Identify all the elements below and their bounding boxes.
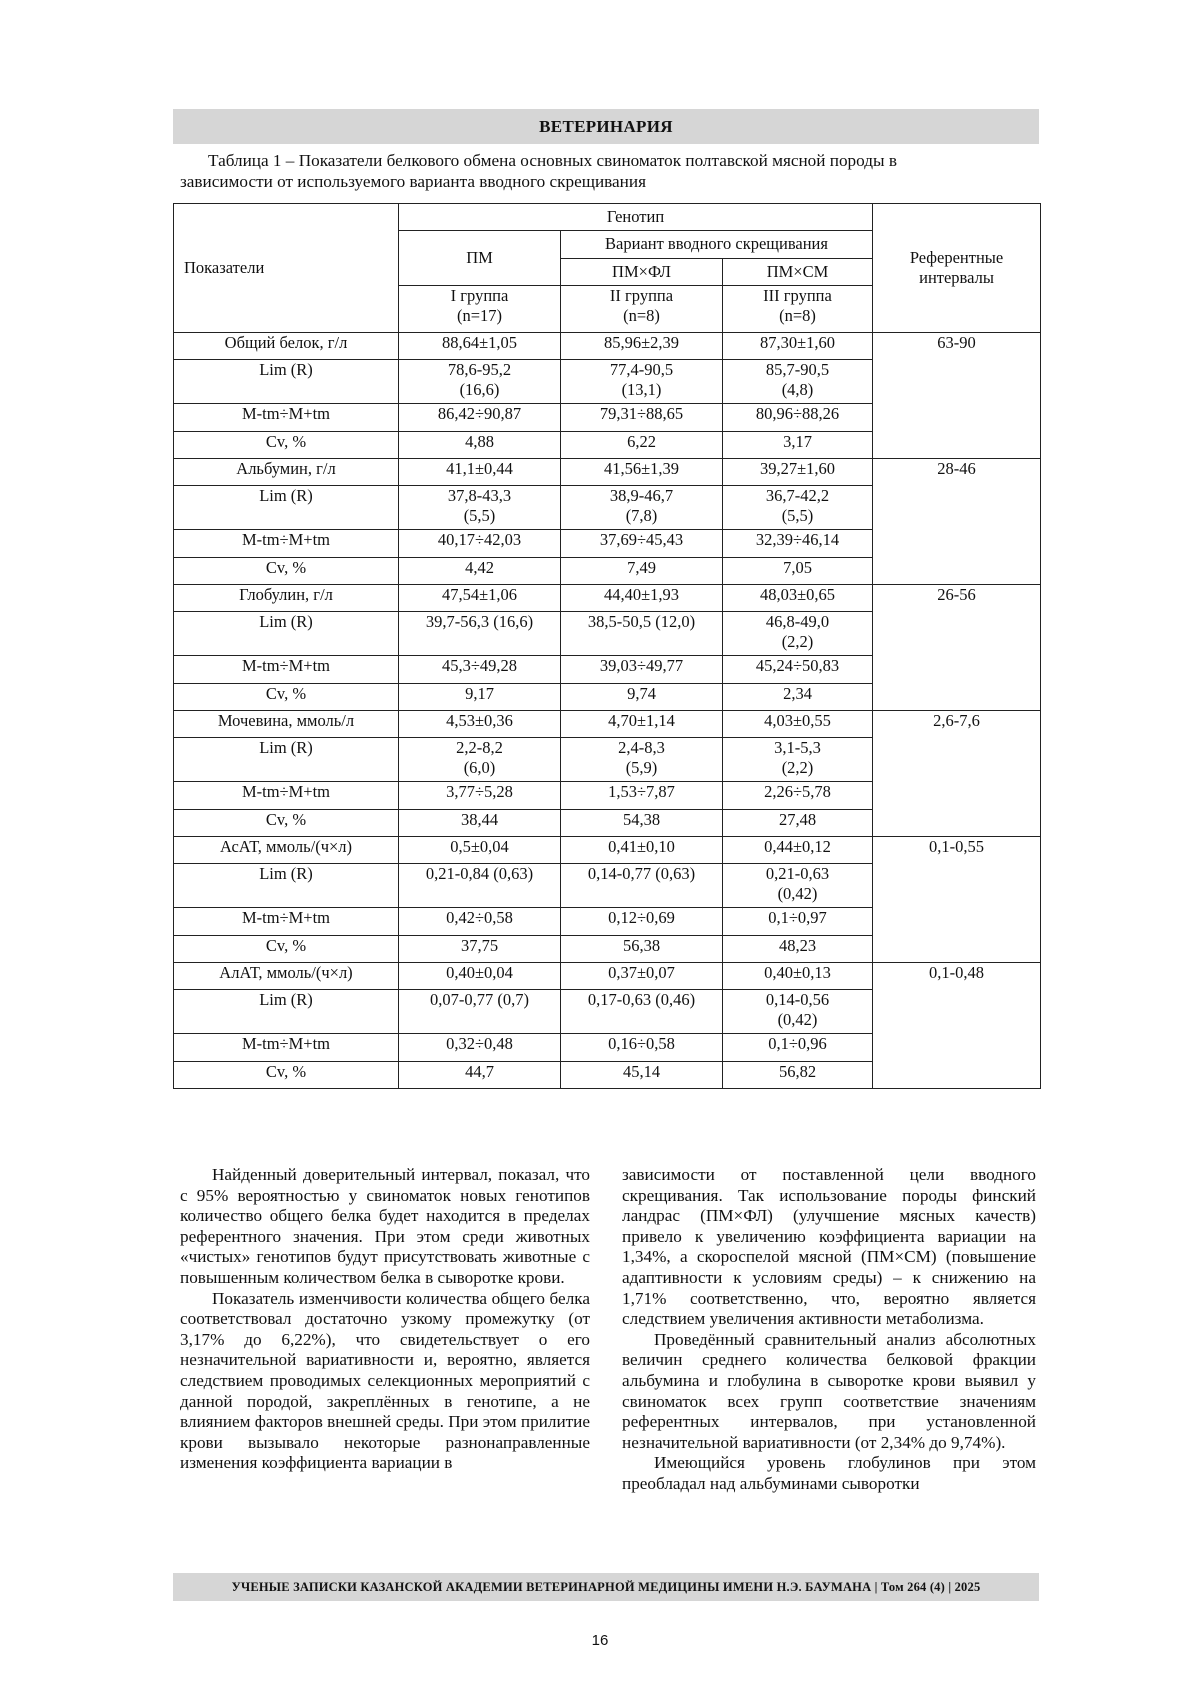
lim-value <box>561 738 723 782</box>
cv-value: 56,38 <box>561 936 723 963</box>
mtm-value: 79,31÷88,65 <box>561 404 723 432</box>
lim-value <box>561 486 723 530</box>
paragraph: Найденный доверительный интервал, показал, что с 95% вероятностью у свиноматок новых генотипов количество общего белка будет находится в пределах референтного значения. При этом среди животных «чистых» генотипов будут присутствовать животные с повышенным количеством белка в сыворотке крови. <box>180 1165 590 1287</box>
caption-line-1: Таблица 1 – Показатели белкового обмена основных свиноматок полтавской мясной породы в <box>208 151 897 170</box>
mtm-value: 0,1÷0,96 <box>723 1034 873 1062</box>
group-2-label: II группа <box>609 286 674 305</box>
mtm-value: 0,32÷0,48 <box>399 1034 561 1062</box>
protein-metabolism-table <box>173 203 1041 1089</box>
lim-range: 37,8-43,3 <box>447 486 512 505</box>
cv-value: 2,34 <box>723 684 873 711</box>
mtm-label: M-tm÷M+tm <box>174 1034 399 1062</box>
lim-range: 0,14-0,56 <box>765 990 830 1009</box>
header-group-1 <box>399 286 561 333</box>
lim-value <box>723 612 873 656</box>
table-row <box>174 333 1041 360</box>
lim-range: 0,21-0,84 (0,63) <box>425 864 534 883</box>
header-reference-text: Референтные интервалы <box>909 248 1004 287</box>
mean-value: 0,44±0,12 <box>723 837 873 864</box>
header-group-3 <box>723 286 873 333</box>
lim-span: (2,2) <box>781 632 814 651</box>
header-group-2 <box>561 286 723 333</box>
mtm-label: M-tm÷M+tm <box>174 404 399 432</box>
cv-value: 7,05 <box>723 558 873 585</box>
lim-span: (13,1) <box>621 380 662 399</box>
lim-range: 85,7-90,5 <box>765 360 830 379</box>
cv-label: Cv, % <box>174 810 399 837</box>
mean-value: 0,40±0,13 <box>723 963 873 990</box>
lim-range: 2,4-8,3 <box>618 738 665 757</box>
cv-label: Cv, % <box>174 432 399 459</box>
mtm-value: 86,42÷90,87 <box>399 404 561 432</box>
indicator-name: АсАТ, ммоль/(ч×л) <box>174 837 399 864</box>
lim-label: Lim (R) <box>174 486 399 530</box>
lim-label: Lim (R) <box>174 612 399 656</box>
lim-label: Lim (R) <box>174 360 399 404</box>
cv-value: 54,38 <box>561 810 723 837</box>
group-1-n: (n=17) <box>456 306 503 325</box>
lim-value <box>723 864 873 908</box>
paragraph: Проведённый сравнительный анализ абсолютных величин среднего количества белковой фракции альбумина и глобулина в сыворотке крови выявил у свиноматок всех групп соответствие значениям референтных интервалов, при установленной незначительной вариативности (от 2,34% до 9,74%). <box>622 1329 1036 1452</box>
journal-footer-text: УЧЕНЫЕ ЗАПИСКИ КАЗАНСКОЙ АКАДЕМИИ ВЕТЕРИНАРНОЙ МЕДИЦИНЫ ИМЕНИ Н.Э. БАУМАНА | Том 264 (4) | 2025 <box>231 1579 981 1594</box>
lim-value <box>561 990 723 1034</box>
cv-value: 4,42 <box>399 558 561 585</box>
lim-range: 46,8-49,0 <box>765 612 830 631</box>
lim-range: 36,7-42,2 <box>765 486 830 505</box>
reference-interval: 28-46 <box>873 459 1041 585</box>
header-variant: Вариант вводного скрещивания <box>561 231 873 259</box>
cv-value: 44,7 <box>399 1062 561 1089</box>
mtm-value: 0,16÷0,58 <box>561 1034 723 1062</box>
group-3-label: III группа <box>763 286 832 305</box>
mean-value: 0,37±0,07 <box>561 963 723 990</box>
reference-interval: 2,6-7,6 <box>873 711 1041 837</box>
indicator-name: Общий белок, г/л <box>174 333 399 360</box>
lim-label: Lim (R) <box>174 738 399 782</box>
lim-span: (4,8) <box>781 380 814 399</box>
table-row <box>174 837 1041 864</box>
lim-range: 77,4-90,5 <box>609 360 674 379</box>
cv-value: 3,17 <box>723 432 873 459</box>
header-reference <box>873 204 1041 333</box>
indicator-name: Альбумин, г/л <box>174 459 399 486</box>
lim-range: 38,9-46,7 <box>609 486 674 505</box>
lim-span: (5,5) <box>463 506 496 525</box>
lim-value <box>723 990 873 1034</box>
lim-span: (0,42) <box>777 1010 818 1029</box>
lim-range: 78,6-95,2 <box>447 360 512 379</box>
cv-value: 7,49 <box>561 558 723 585</box>
mean-value: 0,41±0,10 <box>561 837 723 864</box>
paragraph: Показатель изменчивости количества общего белка соответствовал достаточно узкому промежутку (от 3,17% до 6,22%), что свидетельствует о его незначительной вариативности и, вероятно, является следствием проводимых селекционных мероприятий с данной породой, закреплённых в генотипе, а не влиянием факторов внешней среды. При этом прилитие крови вызывало некоторые разнонаправленные изменения коэффициента вариации в <box>180 1288 590 1473</box>
group-1-label: I группа <box>450 286 509 305</box>
paragraph: зависимости от поставленной цели вводного скрещивания. Так использование породы финский ландрас (ПМ×ФЛ) (улучшение мясных качеств) привело к увеличению коэффициента вариации на 1,34%, а скороспелой мясной (ПМ×СМ) (повышение адаптивности к условиям среды) – к снижению на 1,71% соответственно, что, вероятно является следствием увеличения активности метаболизма. <box>622 1165 1036 1329</box>
section-header <box>173 109 1039 144</box>
reference-interval: 0,1-0,55 <box>873 837 1041 963</box>
mtm-value: 37,69÷45,43 <box>561 530 723 558</box>
mtm-value: 0,42÷0,58 <box>399 908 561 936</box>
mtm-value: 2,26÷5,78 <box>723 782 873 810</box>
mtm-value: 39,03÷49,77 <box>561 656 723 684</box>
mean-value: 41,1±0,44 <box>399 459 561 486</box>
lim-span: (2,2) <box>781 758 814 777</box>
lim-value <box>723 486 873 530</box>
mtm-value: 1,53÷7,87 <box>561 782 723 810</box>
group-2-n: (n=8) <box>623 306 660 325</box>
indicator-name: АлАТ, ммоль/(ч×л) <box>174 963 399 990</box>
mtm-value: 80,96÷88,26 <box>723 404 873 432</box>
cv-value: 37,75 <box>399 936 561 963</box>
table-row <box>174 459 1041 486</box>
text-column-right <box>622 1165 1036 1495</box>
cv-value: 4,88 <box>399 432 561 459</box>
mean-value: 48,03±0,65 <box>723 585 873 612</box>
mtm-label: M-tm÷M+tm <box>174 530 399 558</box>
lim-range: 0,14-0,77 (0,63) <box>587 864 696 883</box>
lim-label: Lim (R) <box>174 990 399 1034</box>
header-pmsm: ПМ×СМ <box>723 259 873 286</box>
text-column-left <box>180 1165 590 1474</box>
lim-range: 38,5-50,5 (12,0) <box>587 612 696 631</box>
cv-label: Cv, % <box>174 936 399 963</box>
section-title: ВЕТЕРИНАРИЯ <box>539 116 673 136</box>
lim-span: (5,9) <box>625 758 658 777</box>
cv-value: 45,14 <box>561 1062 723 1089</box>
lim-range: 3,1-5,3 <box>774 738 821 757</box>
header-genotype: Генотип <box>399 204 873 231</box>
lim-range: 0,17-0,63 (0,46) <box>587 990 696 1009</box>
reference-interval: 63-90 <box>873 333 1041 459</box>
lim-span: (7,8) <box>625 506 658 525</box>
lim-range: 2,2-8,2 <box>456 738 503 757</box>
mtm-value: 45,24÷50,83 <box>723 656 873 684</box>
mean-value: 39,27±1,60 <box>723 459 873 486</box>
cv-label: Cv, % <box>174 1062 399 1089</box>
mtm-value: 40,17÷42,03 <box>399 530 561 558</box>
cv-value: 38,44 <box>399 810 561 837</box>
table-row <box>174 963 1041 990</box>
lim-span: (5,5) <box>781 506 814 525</box>
lim-range: 39,7-56,3 (16,6) <box>425 612 534 631</box>
mtm-value: 0,1÷0,97 <box>723 908 873 936</box>
header-pm: ПМ <box>399 231 561 286</box>
paragraph: Имеющийся уровень глобулинов при этом преобладал над альбуминами сыворотки <box>622 1453 1036 1493</box>
lim-range: 0,21-0,63 <box>765 864 830 883</box>
page-number: 16 <box>591 1632 609 1649</box>
lim-value <box>399 738 561 782</box>
cv-value: 48,23 <box>723 936 873 963</box>
cv-value: 9,17 <box>399 684 561 711</box>
cv-value: 6,22 <box>561 432 723 459</box>
lim-span: (16,6) <box>459 380 500 399</box>
mean-value: 4,53±0,36 <box>399 711 561 738</box>
lim-span: (6,0) <box>463 758 496 777</box>
mean-value: 87,30±1,60 <box>723 333 873 360</box>
journal-footer <box>173 1573 1039 1601</box>
cv-label: Cv, % <box>174 558 399 585</box>
lim-value <box>399 612 561 656</box>
lim-range: 0,07-0,77 (0,7) <box>430 990 529 1009</box>
cv-value: 27,48 <box>723 810 873 837</box>
mean-value: 44,40±1,93 <box>561 585 723 612</box>
indicator-name: Мочевина, ммоль/л <box>174 711 399 738</box>
lim-span: (0,42) <box>777 884 818 903</box>
cv-value: 9,74 <box>561 684 723 711</box>
mean-value: 0,5±0,04 <box>399 837 561 864</box>
header-indicators: Показатели <box>174 204 399 333</box>
lim-value <box>399 360 561 404</box>
cv-label: Cv, % <box>174 684 399 711</box>
mean-value: 88,64±1,05 <box>399 333 561 360</box>
lim-value <box>399 990 561 1034</box>
table-caption <box>180 150 1038 192</box>
mean-value: 47,54±1,06 <box>399 585 561 612</box>
indicator-name: Глобулин, г/л <box>174 585 399 612</box>
lim-value <box>723 360 873 404</box>
lim-label: Lim (R) <box>174 864 399 908</box>
lim-value <box>399 864 561 908</box>
table-row <box>174 711 1041 738</box>
lim-value <box>561 864 723 908</box>
mtm-label: M-tm÷M+tm <box>174 782 399 810</box>
mean-value: 0,40±0,04 <box>399 963 561 990</box>
lim-value <box>723 738 873 782</box>
cv-value: 56,82 <box>723 1062 873 1089</box>
lim-value <box>399 486 561 530</box>
group-3-n: (n=8) <box>779 306 816 325</box>
caption-line-2: зависимости от используемого варианта вводного скрещивания <box>180 172 646 191</box>
mtm-label: M-tm÷M+tm <box>174 656 399 684</box>
mtm-label: M-tm÷M+tm <box>174 908 399 936</box>
mtm-value: 32,39÷46,14 <box>723 530 873 558</box>
lim-value <box>561 612 723 656</box>
mean-value: 41,56±1,39 <box>561 459 723 486</box>
mtm-value: 0,12÷0,69 <box>561 908 723 936</box>
lim-value <box>561 360 723 404</box>
mtm-value: 3,77÷5,28 <box>399 782 561 810</box>
mean-value: 4,70±1,14 <box>561 711 723 738</box>
table-row <box>174 585 1041 612</box>
reference-interval: 26-56 <box>873 585 1041 711</box>
mean-value: 85,96±2,39 <box>561 333 723 360</box>
mtm-value: 45,3÷49,28 <box>399 656 561 684</box>
header-pmfl: ПМ×ФЛ <box>561 259 723 286</box>
reference-interval: 0,1-0,48 <box>873 963 1041 1089</box>
mean-value: 4,03±0,55 <box>723 711 873 738</box>
